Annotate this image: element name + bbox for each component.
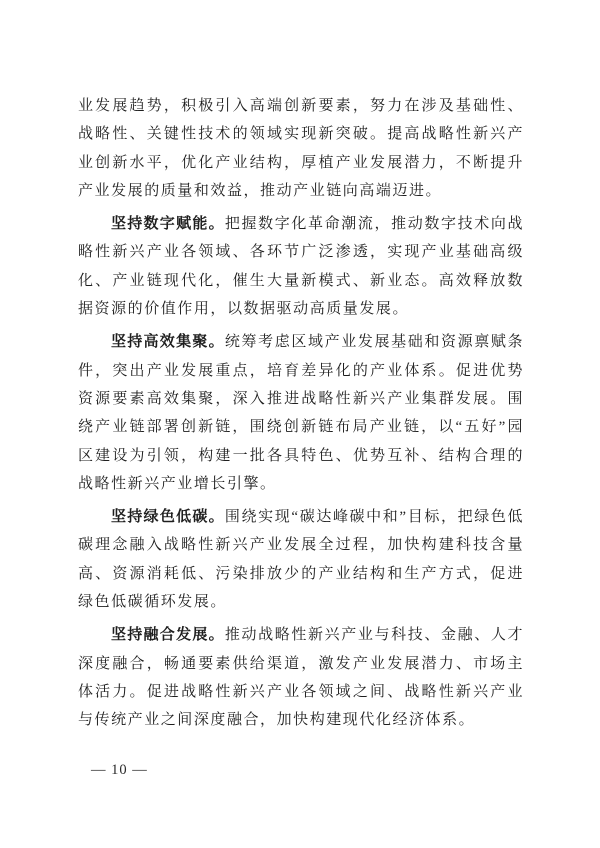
paragraph-lead: 坚持绿色低碳。 [111, 509, 225, 526]
paragraph [78, 621, 524, 734]
paragraph-lead: 坚持融合发展。 [111, 627, 225, 644]
paragraph-lead: 坚持数字赋能。 [111, 216, 225, 233]
paragraph-text: 把握数字化革命潮流，推动数字技术向战略性新兴产业各领域、各环节广泛渗透，实现产业基础高级化、产业链现代化，催生大量新模式、新业态。高效释放数据资源的价值作用，以数据驱动高质量发展。 [78, 216, 525, 318]
page-number: — 10 — [91, 762, 148, 778]
paragraph-text: 统筹考虑区域产业发展基础和资源禀赋条件，突出产业发展重点，培育差异化的产业体系。促进优势资源要素高效集聚，深入推进战略性新兴产业集群发展。围绕产业链部署创新链，围绕创新链布局产业链，以“五好”园区建设为引领，构建一批各具特色、优势互补、结构合理的战略性新兴产业增长引擎。 [78, 334, 525, 492]
paragraph-lead: 坚持高效集聚。 [111, 334, 225, 351]
paragraph-text: 业发展趋势，积极引入高端创新要素，努力在涉及基础性、战略性、关键性技术的领域实现新突破。提高战略性新兴产业创新水平，优化产业结构，厚植产业发展潜力，不断提升产业发展的质量和效益，推动产业链向高端迈进。 [78, 98, 524, 199]
document-body [78, 92, 524, 740]
paragraph [78, 210, 524, 323]
paragraph-text: 推动战略性新兴产业与科技、金融、人才深度融合，畅通要素供给渠道，激发产业发展潜力、市场主体活力。促进战略性新兴产业各领域之间、战略性新兴产业与传统产业之间深度融合，加快构建现代化经济体系。 [78, 627, 525, 729]
paragraph [78, 328, 524, 498]
paragraph [78, 503, 524, 616]
paragraph [78, 92, 524, 205]
paragraph-text: 围绕实现“碳达峰碳中和”目标，把绿色低碳理念融入战略性新兴产业发展全过程，加快构建科技含量高、资源消耗低、污染排放少的产业结构和生产方式，促进绿色低碳循环发展。 [78, 509, 524, 611]
